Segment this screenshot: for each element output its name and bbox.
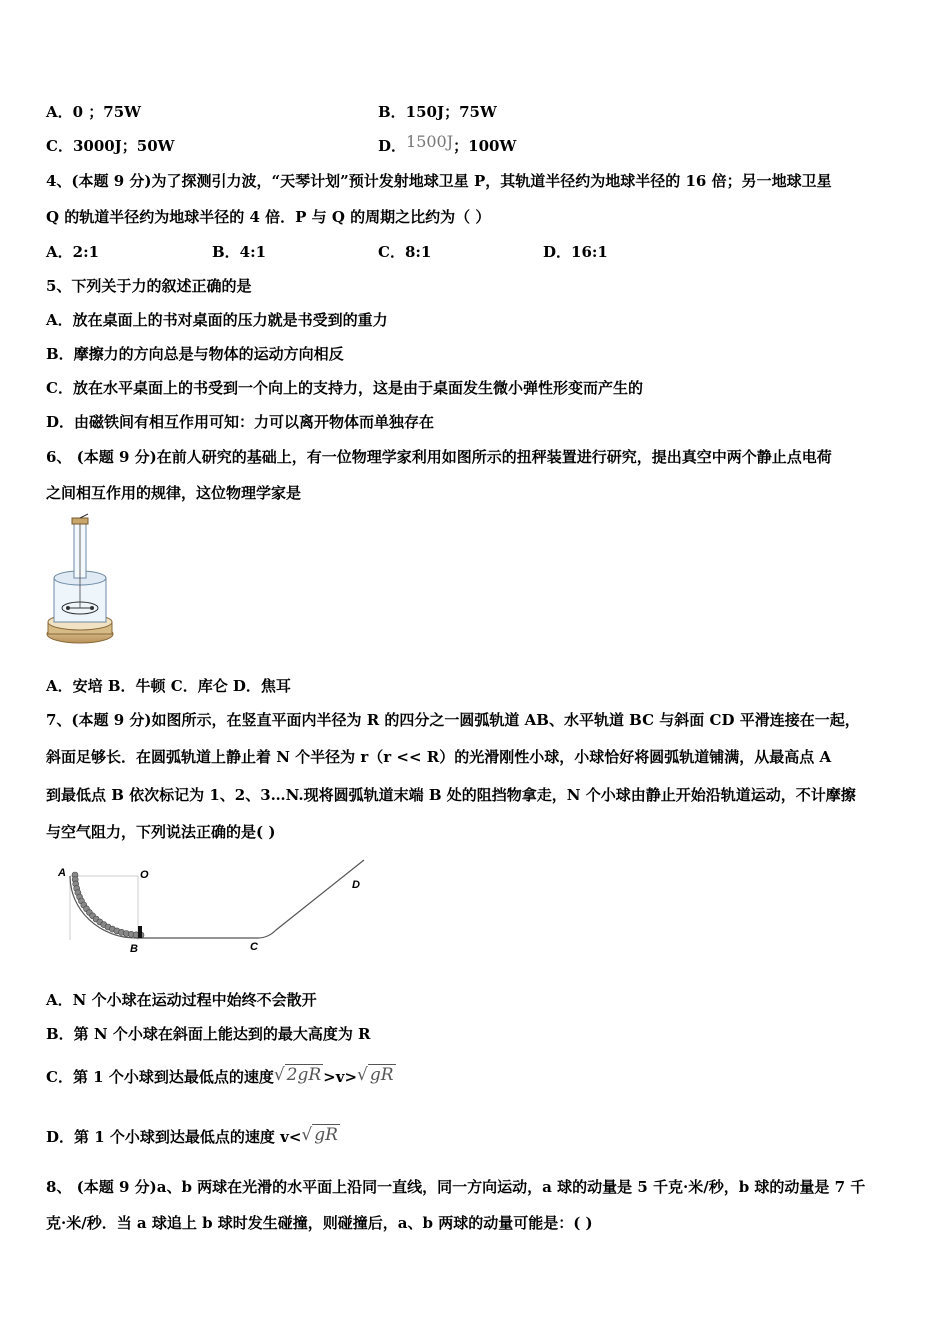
q7-option-b: B．第 N 个小球在斜面上能达到的最大高度为 R	[46, 1025, 371, 1043]
q6-stem-line1: 6、 (本题 9 分)在前人研究的基础上，有一位物理学家利用如图所示的扭秤装置进行研究，提出真空中两个静止点电荷	[46, 448, 832, 466]
q3-option-d-suffix: ；100W	[453, 137, 517, 155]
q5-option-b: B．摩擦力的方向总是与物体的运动方向相反	[46, 345, 344, 363]
q4-stem-line2: Q 的轨道半径约为地球半径的 4 倍．P 与 Q 的周期之比约为（ ）	[46, 208, 491, 226]
q7-stem-line3: 到最低点 B 依次标记为 1、2、3…N.现将圆弧轨道末端 B 处的阻挡物拿走，N 个小球由静止开始沿轨道运动，不计摩擦	[46, 786, 856, 804]
q5-option-d: D．由磁铁间有相互作用可知：力可以离开物体而单独存在	[46, 413, 435, 431]
track-diagram	[44, 852, 374, 962]
q8-stem-line2: 克·米/秒．当 a 球追上 b 球时发生碰撞，则碰撞后，a、b 两球的动量可能是：( )	[46, 1214, 593, 1232]
q4-stem-line1: 4、(本题 9 分)为了探测引力波，“天琴计划”预计发射地球卫星 P，其轨道半径约为地球半径的 16 倍；另一地球卫星	[46, 172, 832, 190]
q5-stem: 5、下列关于力的叙述正确的是	[46, 277, 252, 295]
q7-option-c-mid: >v>	[323, 1068, 358, 1086]
q5-option-c: C．放在水平桌面上的书受到一个向上的支持力，这是由于桌面发生微小弹性形变而产生的	[46, 379, 643, 397]
q4-option-c: C．8:1	[378, 243, 432, 261]
q7-option-c	[46, 1064, 396, 1087]
q7-option-a: A．N 个小球在运动过程中始终不会散开	[46, 991, 317, 1009]
q7-option-d-prefix: D．第 1 个小球到达最低点的速度 v<	[46, 1128, 302, 1146]
q4-option-a: A．2:1	[46, 243, 100, 261]
sqrt-gR: √ gR	[357, 1065, 394, 1085]
sqrt-gR-d: √ gR	[301, 1125, 338, 1145]
q7-stem-line2: 斜面足够长．在圆弧轨道上静止着 N 个半径为 r（r << R）的光滑刚性小球，小球恰好将圆弧轨道铺满，从最高点 A	[46, 748, 832, 766]
q3-option-d-prefix: D．	[378, 137, 407, 155]
track-balls	[72, 872, 144, 938]
q7-stem-line1: 7、(本题 9 分)如图所示，在竖直平面内半径为 R 的四分之一圆弧轨道 AB、水平轨道 BC 与斜面 CD 平滑连接在一起，	[46, 711, 860, 729]
stopper	[138, 926, 142, 938]
torsion-balance-figure	[44, 512, 116, 646]
q3-option-d-value: 1500J	[406, 132, 454, 151]
q3-option-a: A．0 ；75W	[46, 103, 142, 121]
q7-stem-line4: 与空气阻力，下列说法正确的是( )	[46, 823, 276, 841]
q3-option-d	[378, 132, 517, 156]
label-d: D	[352, 879, 360, 891]
label-o: O	[140, 869, 149, 881]
sqrt-2gR: √ 2gR	[273, 1065, 322, 1085]
q3-option-b: B．150J；75W	[378, 103, 497, 121]
label-c: C	[250, 941, 258, 953]
q6-options: A．安培 B．牛顿 C．库仑 D．焦耳	[46, 677, 291, 695]
q6-stem-line2: 之间相互作用的规律，这位物理学家是	[46, 484, 302, 502]
q3-option-c: C．3000J；50W	[46, 137, 175, 155]
q7-option-c-prefix: C．第 1 个小球到达最低点的速度	[46, 1068, 274, 1086]
q8-stem-line1: 8、 (本题 9 分)a、b 两球在光滑的水平面上沿同一直线，同一方向运动，a 球的动量是 5 千克·米/秒，b 球的动量是 7 千	[46, 1178, 866, 1196]
q5-option-a: A．放在桌面上的书对桌面的压力就是书受到的重力	[46, 311, 388, 329]
label-b: B	[130, 943, 138, 955]
q4-option-d: D．16:1	[543, 243, 608, 261]
q4-option-b: B．4:1	[212, 243, 267, 261]
label-a: A	[58, 867, 66, 879]
q7-option-d	[46, 1124, 340, 1147]
